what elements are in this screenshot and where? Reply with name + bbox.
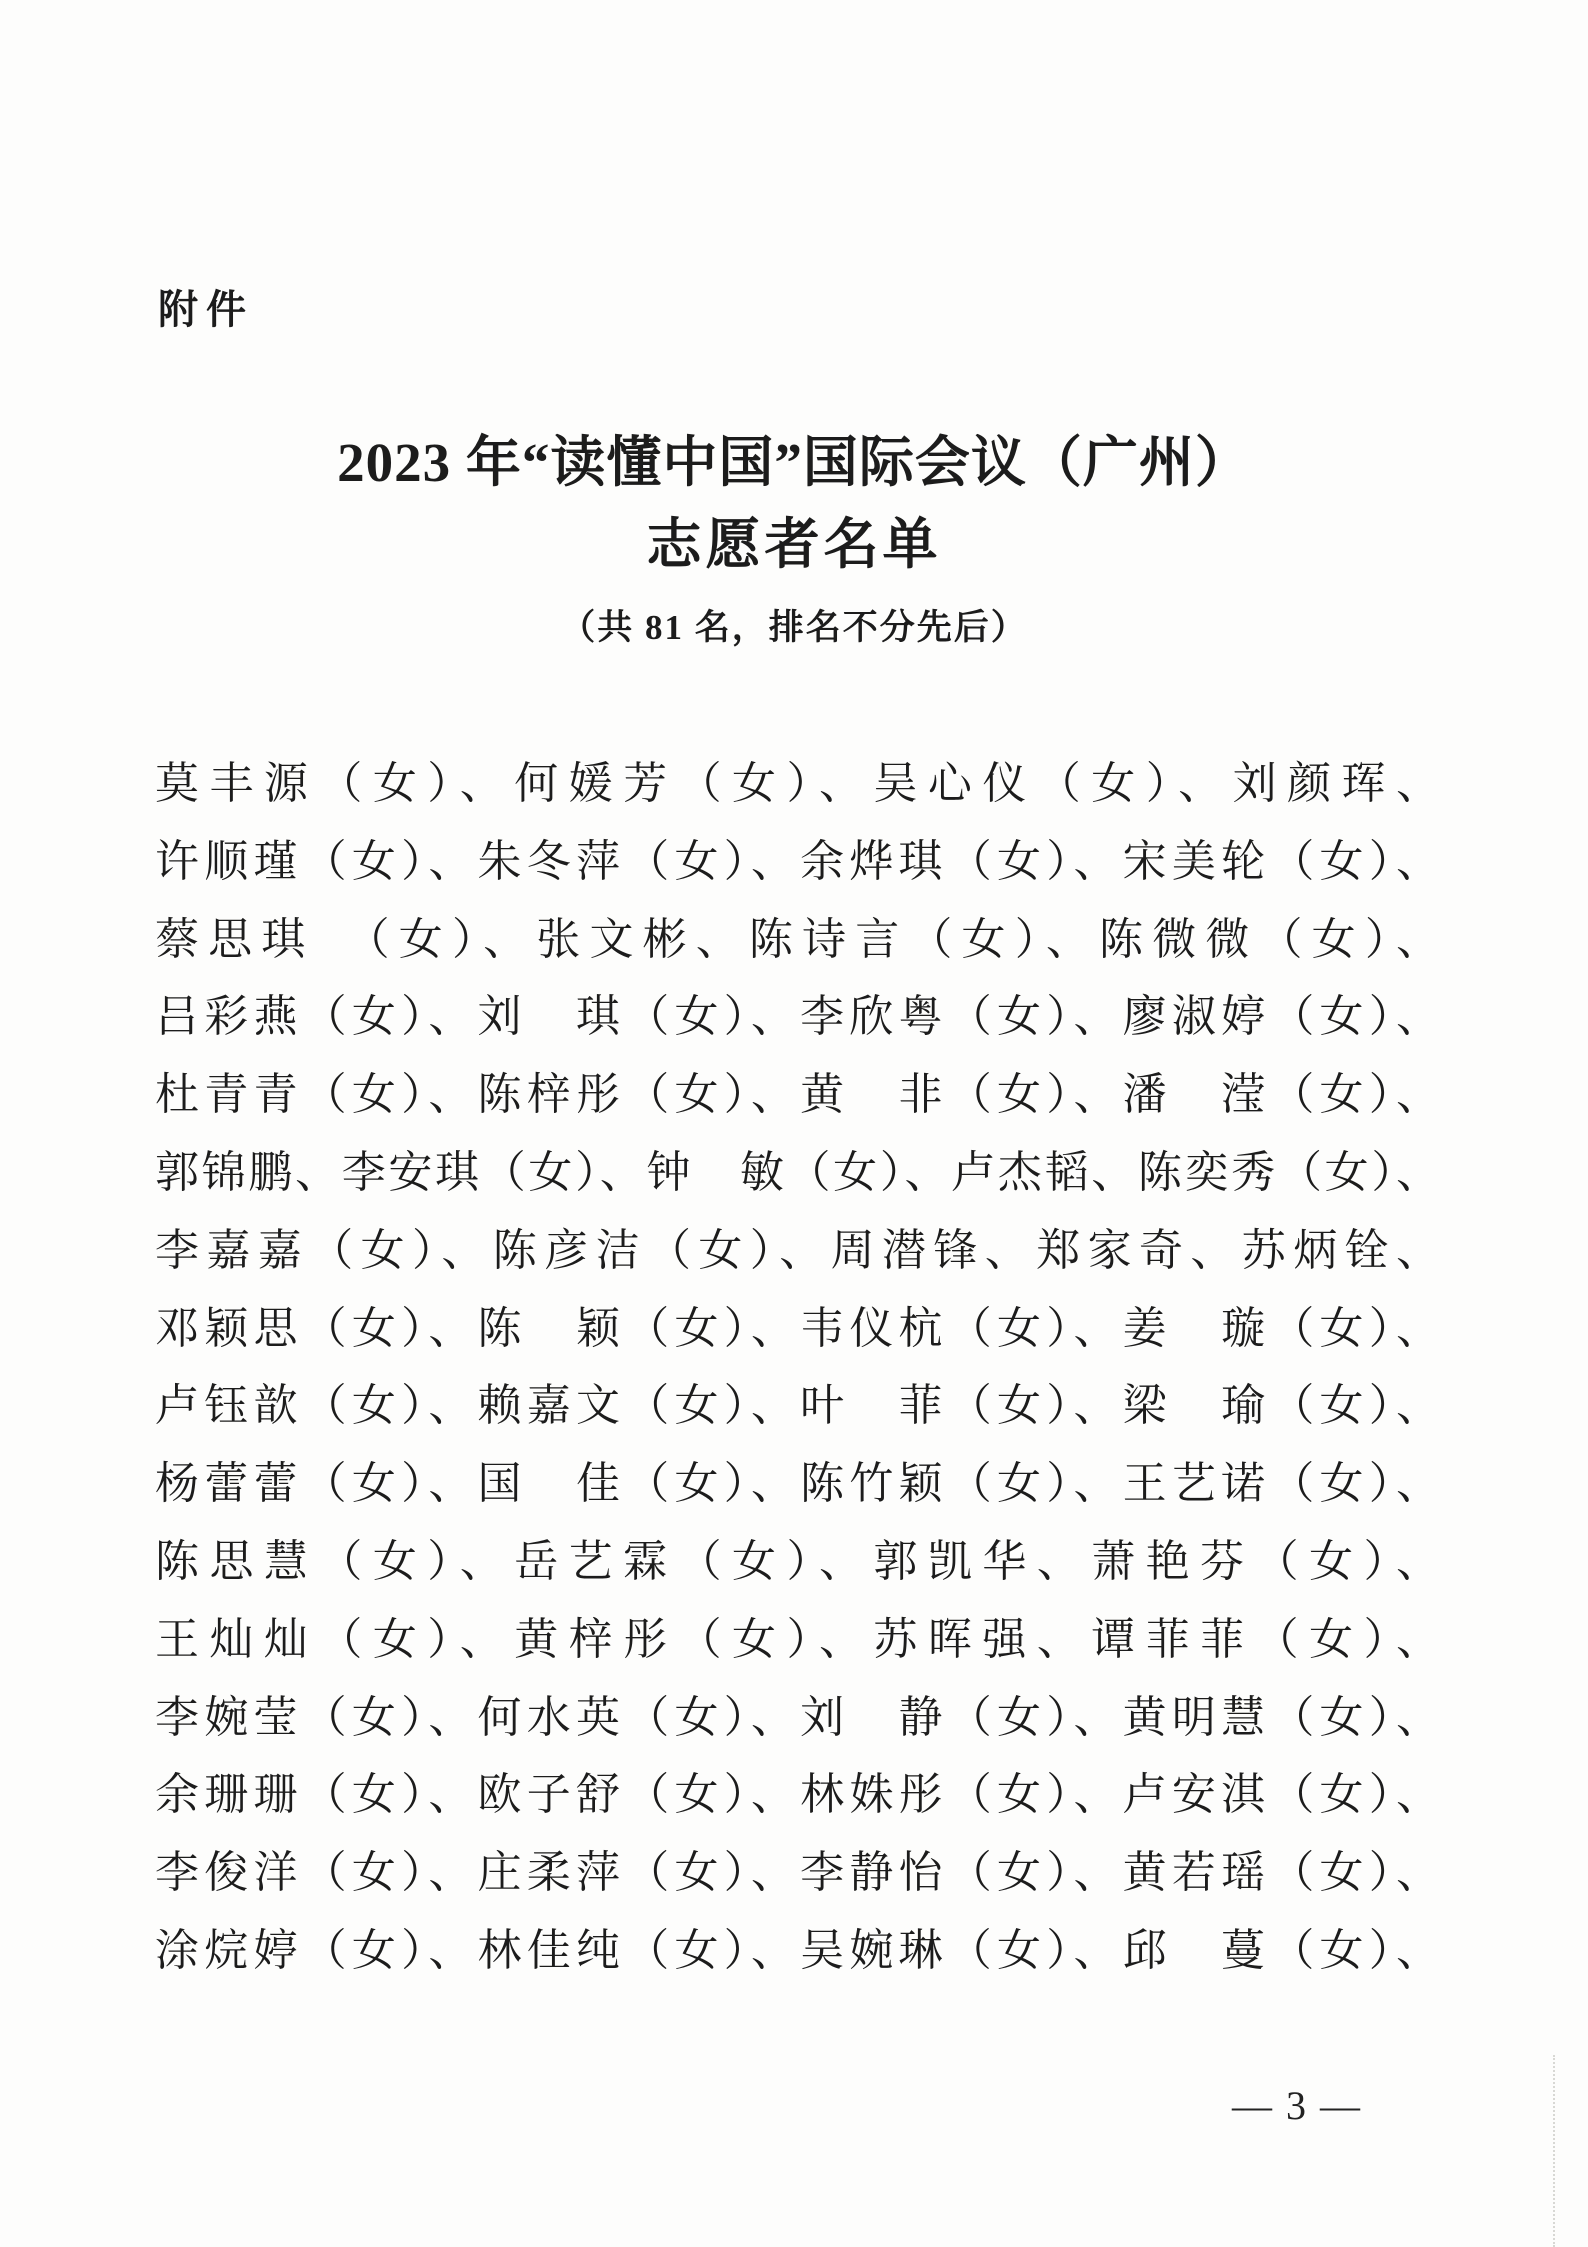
document-title-line1: 2023 年“读懂中国”国际会议（广州）	[337, 432, 1251, 493]
name-list-line: 卢钰歆（女）、赖嘉文（女）、叶 菲（女）、梁 瑜（女）、	[155, 1381, 1441, 1431]
name-list-line: 邓颖思（女）、陈 颖（女）、韦仪杭（女）、姜 璇（女）、	[155, 1303, 1441, 1353]
name-list-line: 吕彩燕（女）、刘 琪（女）、李欣粤（女）、廖淑婷（女）、	[155, 992, 1441, 1042]
page-number: — 3 —	[1232, 2083, 1362, 2128]
volunteer-name-list	[155, 745, 1441, 1990]
subtitle-count-note: （共 81 名，排名不分先后）	[560, 608, 1028, 647]
name-list-line: 李俊洋（女）、庄柔萍（女）、李静怡（女）、黄若瑶（女）、	[155, 1848, 1441, 1898]
scan-artifact-line	[1553, 2055, 1555, 2247]
name-list-line: 蔡思琪 （女）、张文彬、陈诗言（女）、陈微微（女）、	[155, 914, 1441, 964]
name-list-line: 莫丰源（女）、何媛芳（女）、吴心仪（女）、刘颜珲、	[155, 759, 1441, 808]
name-list-line: 李婉莹（女）、何水英（女）、刘 静（女）、黄明慧（女）、	[155, 1692, 1441, 1742]
name-list-line: 涂烷婷（女）、林佳纯（女）、吴婉琳（女）、邱 蔓（女）、	[155, 1925, 1441, 1975]
document-title-line2: 志愿者名单	[646, 514, 942, 575]
name-list-line: 李嘉嘉（女）、陈彦洁（女）、周潜锋、郑家奇、苏炳铨、	[155, 1225, 1441, 1275]
name-list-line: 王灿灿（女）、黄梓彤（女）、苏晖强、谭菲菲（女）、	[155, 1614, 1441, 1664]
name-list-line: 余珊珊（女）、欧子舒（女）、林姝彤（女）、卢安淇（女）、	[155, 1770, 1441, 1820]
name-list-line: 杨蕾蕾（女）、国 佳（女）、陈竹颖（女）、王艺诺（女）、	[155, 1459, 1441, 1509]
attachment-label: 附件	[158, 287, 254, 332]
name-list-line: 杜青青（女）、陈梓彤（女）、黄 非（女）、潘 滢（女）、	[155, 1070, 1441, 1120]
document-title	[0, 422, 1588, 586]
name-list-line: 许顺瑾（女）、朱冬萍（女）、余烨琪（女）、宋美轮（女）、	[155, 836, 1441, 886]
name-list-line: 郭锦鹏、李安琪（女）、钟 敏（女）、卢杰韬、陈奕秀（女）、	[155, 1147, 1441, 1197]
name-list-line: 陈思慧（女）、岳艺霖（女）、郭凯华、萧艳芬（女）、	[155, 1536, 1441, 1586]
